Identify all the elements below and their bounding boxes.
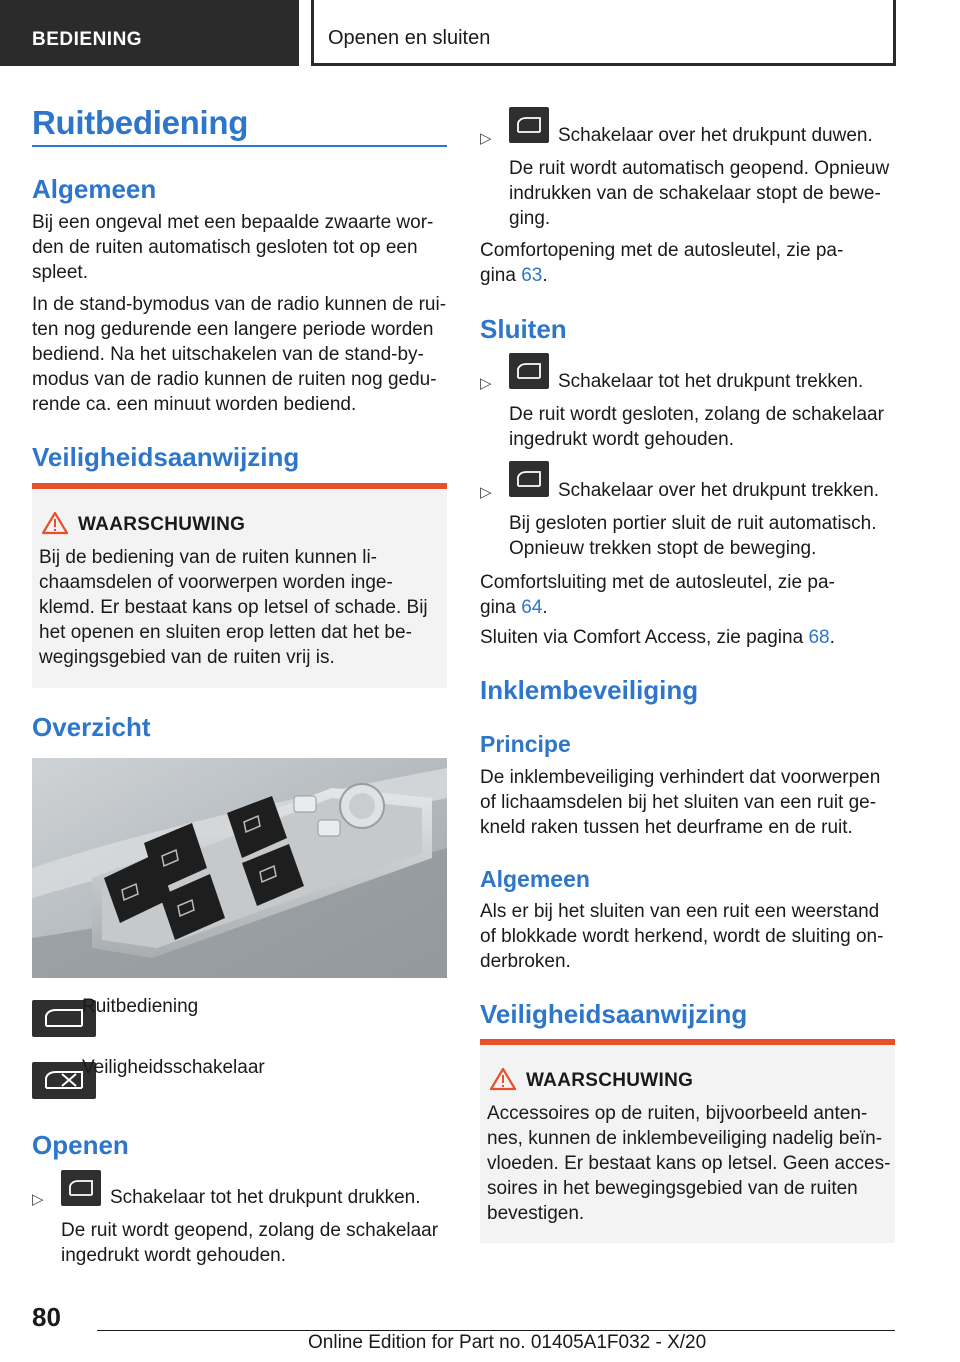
openen-step1-title: Schakelaar tot het drukpunt drukken. <box>110 1187 421 1208</box>
warning-title: WAARSCHUWING <box>78 514 246 535</box>
algemeen-2-text: Als er bij het sluiten van een ruit een weerstand of blokkade wordt herkend, wordt de sluiting on- derbroken. <box>480 901 884 972</box>
heading-veiligheid: Veiligheidsaanwijzing <box>32 442 300 472</box>
warning-box <box>32 483 447 688</box>
warning-title-2: WAARSCHUWING <box>526 1070 694 1091</box>
page-link-68[interactable]: 68 <box>808 627 830 648</box>
title-rule <box>32 145 447 147</box>
standby-text: In de stand-bymodus van de radio kunnen de rui- ten nog gedurende een langere periode worden bediend. Na het uitschakelen van de stand-by- modus van de radio kunnen de ruiten nog gedu- rende ca. een minuut worden bediend. <box>32 294 447 415</box>
page-title: Ruitbediening <box>32 104 249 141</box>
step2-title: Schakelaar over het drukpunt duwen. <box>558 125 873 146</box>
comfort-close-text: Comfortsluiting met de autosleutel, zie pa- gina 64. <box>480 572 835 618</box>
legend-label-1: Ruitbediening <box>82 996 199 1017</box>
heading-overzicht: Overzicht <box>32 712 151 742</box>
heading-sluiten: Sluiten <box>480 314 567 344</box>
window-switch-icon <box>509 107 549 143</box>
algemeen-text: Bij een ongeval met een bepaalde zwaarte wor- den de ruiten automatisch gesloten tot op een spleet. <box>32 212 434 283</box>
principe-text: De inklembeveiliging verhindert dat voorwerpen of lichaamsdelen bij het sluiten van een ruit ge- kneld raken tussen het deurframe en de ruit. <box>480 767 881 838</box>
page-number: 80 <box>32 1302 61 1332</box>
heading-algemeen: Algemeen <box>32 174 157 204</box>
window-switch-icon <box>61 1170 101 1206</box>
page-link-63[interactable]: 63 <box>521 265 543 286</box>
sluiten-step2-text: Bij gesloten portier sluit de ruit automatisch. Opnieuw trekken stopt de beweging. <box>509 513 877 559</box>
page-link-64[interactable]: 64 <box>521 597 543 618</box>
openen-step1-text: De ruit wordt geopend, zolang de schakelaar ingedrukt wordt gehouden. <box>61 1220 439 1266</box>
bullet-icon: ▷ <box>480 484 492 501</box>
edition-text: Online Edition for Part no. 01405A1F032 - X/20 <box>308 1332 707 1353</box>
warning-text-2: Accessoires op de ruiten, bijvoorbeeld anten- nes, kunnen de inklembeveiliging nadelig beïn- vloeden. Er bestaat kans op letsel. Geen acces- soires in het bewegingsgebied van de ruiten bevestigen. <box>487 1103 891 1224</box>
legend-label-2: Veiligheidsschakelaar <box>82 1057 265 1078</box>
section-label: BEDIENING <box>0 0 299 66</box>
heading-veiligheid-2: Veiligheidsaanwijzing <box>480 999 748 1029</box>
bullet-icon: ▷ <box>32 1191 44 1208</box>
page-footer <box>0 1290 960 1362</box>
sluiten-step1-text: De ruit wordt gesloten, zolang de schakelaar ingedrukt wordt gehouden. <box>509 404 884 450</box>
comfort-open-text: Comfortopening met de autosleutel, zie pa- gina 63. <box>480 240 844 286</box>
step2-text: De ruit wordt automatisch geopend. Opnieuw indrukken van de schakelaar stopt de bewe- ging. <box>509 158 890 229</box>
chapter-label: Openen en sluiten <box>311 0 896 66</box>
warning-text: Bij de bediening van de ruiten kunnen li- chaamsdelen of voorwerpen worden inge- klemd. Er bestaat kans op letsel of schade. Bij het openen en sluiten erop letten dat het be- wegingsgebied van de ruiten vrij is. <box>39 547 428 668</box>
window-switch-photo <box>32 758 447 978</box>
sluiten-step1-title: Schakelaar tot het drukpunt trekken. <box>558 371 864 392</box>
warning-triangle-icon <box>42 511 68 535</box>
heading-principe: Principe <box>480 731 571 757</box>
heading-algemeen-2: Algemeen <box>480 866 590 892</box>
sluiten-step2-title: Schakelaar over het drukpunt trekken. <box>558 480 880 501</box>
page-header <box>0 0 960 66</box>
footer-rule <box>97 1330 895 1331</box>
bullet-icon: ▷ <box>480 130 492 147</box>
heading-openen: Openen <box>32 1130 129 1160</box>
comfort-access-text: Sluiten via Comfort Access, zie pagina 68. <box>480 627 835 648</box>
bullet-icon: ▷ <box>480 375 492 392</box>
heading-inklembeveiliging: Inklembeveiliging <box>480 675 699 705</box>
window-switch-icon <box>509 353 549 389</box>
window-switch-icon <box>509 461 549 497</box>
warning-box-2 <box>480 1039 895 1243</box>
warning-triangle-icon <box>490 1067 516 1091</box>
